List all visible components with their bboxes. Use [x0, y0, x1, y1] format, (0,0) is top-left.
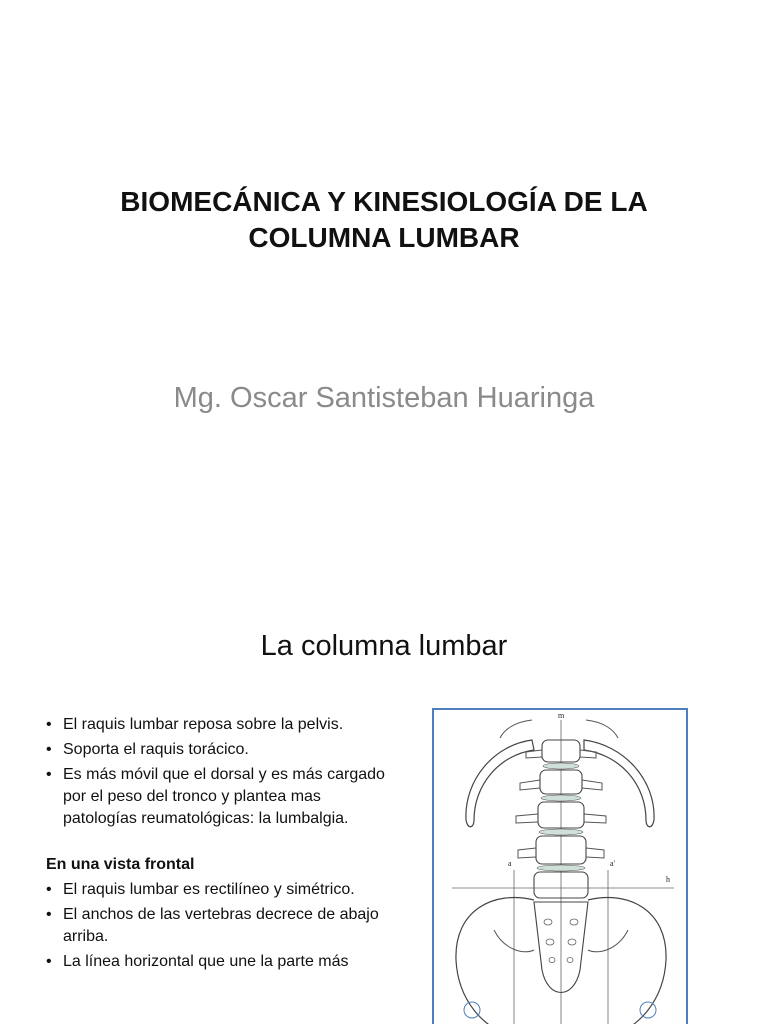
- bullet-text: La línea horizontal que une la parte más: [63, 953, 349, 970]
- bullet-text: El raquis lumbar reposa sobre la pelvis.: [63, 716, 344, 733]
- title-line-1: BIOMECÁNICA Y KINESIOLOGÍA DE LA: [120, 186, 648, 217]
- bullet-item: [46, 904, 386, 948]
- bullet-text: El anchos de las vertebras decrece de abajo arriba.: [63, 906, 379, 945]
- left-rib: [466, 740, 534, 827]
- title-line-2: COLUMNA LUMBAR: [248, 222, 520, 253]
- left-rib-2: [500, 720, 532, 738]
- content-slide: [0, 590, 768, 1024]
- bullet-item: [46, 879, 386, 901]
- left-hip: [464, 1002, 480, 1018]
- spine-illustration: [434, 710, 686, 1024]
- bullet-text: Soporta el raquis torácico.: [63, 741, 249, 758]
- bullet-item: [46, 764, 386, 830]
- bullet-icon: •: [46, 766, 52, 783]
- bullet-icon: •: [46, 881, 52, 898]
- slide-body: [46, 714, 386, 976]
- right-rib-2: [586, 720, 618, 738]
- bullet-list-2: [46, 879, 386, 973]
- disc-3: [539, 829, 583, 835]
- disc-1: [543, 763, 579, 769]
- disc-2: [541, 795, 581, 801]
- label-h: h: [666, 875, 670, 884]
- bullet-text: El raquis lumbar es rectilíneo y simétrico.: [63, 881, 355, 898]
- bullet-item: [46, 951, 386, 973]
- disc-4: [537, 865, 585, 871]
- subheading: En una vista frontal: [46, 856, 195, 873]
- lumbar-spine-figure: [432, 708, 688, 1024]
- bullet-icon: •: [46, 953, 52, 970]
- author-name: Mg. Oscar Santisteban Huaringa: [173, 382, 595, 414]
- bullet-item: [46, 714, 386, 736]
- bullet-text: Es más móvil que el dorsal y es más cargado por el peso del tronco y plantea mas patologías reumatológicas: la lumbalgia.: [63, 766, 385, 827]
- left-iliac: [456, 898, 534, 1024]
- label-m: m: [558, 711, 565, 720]
- label-a-prime: a': [610, 859, 615, 868]
- right-rib: [584, 740, 654, 827]
- bullet-list: [46, 714, 386, 830]
- presentation-title: [60, 184, 708, 256]
- bullet-item: [46, 739, 386, 761]
- bullet-icon: •: [46, 741, 52, 758]
- slide-title: La columna lumbar: [260, 630, 508, 662]
- bullet-icon: •: [46, 716, 52, 733]
- label-a: a: [508, 859, 512, 868]
- bullet-icon: •: [46, 906, 52, 923]
